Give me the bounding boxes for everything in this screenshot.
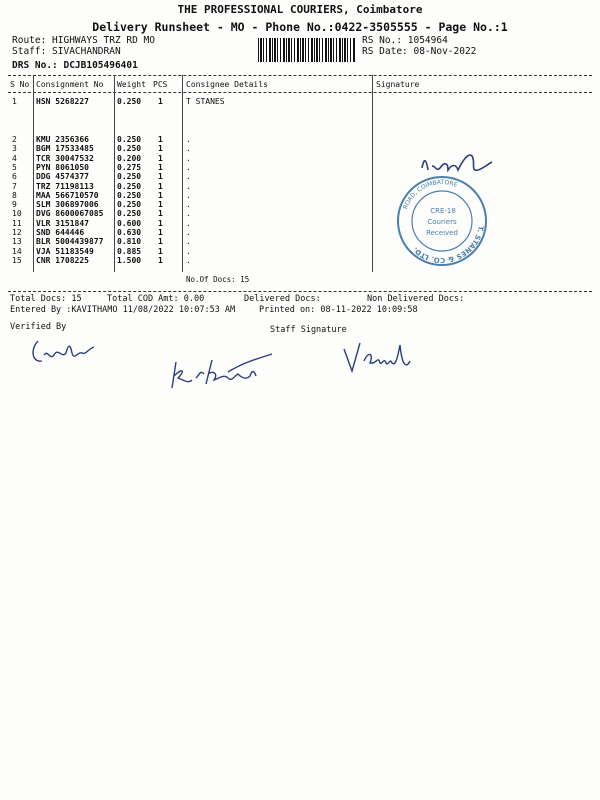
row-consignment-no: VJA 51183549 xyxy=(36,246,94,256)
table-row xyxy=(0,154,600,163)
row-consignee: . xyxy=(186,172,191,182)
table-header-border xyxy=(8,92,592,93)
printed-on: Printed on: 08-11-2022 10:09:58 xyxy=(259,305,418,315)
row-pcs: 1 xyxy=(158,162,163,172)
row-sno: 1 xyxy=(12,97,17,106)
table-row xyxy=(0,247,600,256)
table-row xyxy=(0,191,600,200)
row-sno: 12 xyxy=(12,228,22,237)
row-consignee: . xyxy=(186,162,191,172)
table-row xyxy=(0,182,600,191)
row-consignee: . xyxy=(186,153,191,163)
row-consignment-no: TCR 30047532 xyxy=(36,153,94,163)
row-pcs: 1 xyxy=(158,97,163,106)
row-pcs: 1 xyxy=(158,181,163,191)
row-pcs: 1 xyxy=(158,172,163,182)
row-consignee: . xyxy=(186,228,191,237)
runsheet-title: THE PROFESSIONAL COURIERS, Coimbatore xyxy=(177,3,423,16)
row-consignment-no: DDG 4574377 xyxy=(36,172,89,182)
row-sno: 11 xyxy=(12,218,22,228)
row-consignment-no: BGM 17533485 xyxy=(36,144,94,154)
row-sno: 9 xyxy=(12,200,17,210)
row-sno: 2 xyxy=(12,135,17,144)
row-weight: 0.275 xyxy=(117,162,142,172)
table-row xyxy=(0,200,600,209)
drs-number: DRS No.: DCJB105496401 xyxy=(12,60,138,71)
row-pcs: 1 xyxy=(158,135,163,144)
row-pcs: 1 xyxy=(158,255,163,265)
delivered-docs: Delivered Docs: xyxy=(244,294,321,304)
row-consignment-no: PYN 8061050 xyxy=(36,162,89,172)
row-weight: 0.600 xyxy=(117,218,142,228)
column-header-consignee: Consignee Details xyxy=(186,80,268,89)
row-consignee: T STANES xyxy=(186,97,225,106)
row-consignment-no: SND 644446 xyxy=(36,228,85,237)
svg-text:ROAD, COIMBATORE: ROAD, COIMBATORE xyxy=(402,178,459,211)
row-pcs: 1 xyxy=(158,144,163,154)
row-sno: 13 xyxy=(12,237,22,247)
row-consignment-no: VLR 3151847 xyxy=(36,218,89,228)
row-consignment-no: HSN 5268227 xyxy=(36,97,89,106)
row-sno: 7 xyxy=(12,181,17,191)
table-row xyxy=(0,135,600,144)
row-pcs: 1 xyxy=(158,218,163,228)
row-consignment-no: MAA 566710570 xyxy=(36,190,99,200)
row-consignee: . xyxy=(186,181,191,191)
table-row xyxy=(0,163,600,172)
row-pcs: 1 xyxy=(158,209,163,219)
row-weight: 0.250 xyxy=(117,190,142,200)
row-sno: 3 xyxy=(12,144,17,154)
table-row xyxy=(0,256,600,265)
table-row xyxy=(0,172,600,181)
table-row xyxy=(0,237,600,246)
table-row xyxy=(0,219,600,228)
row-weight: 0.200 xyxy=(117,153,142,163)
row-sno: 5 xyxy=(12,162,17,172)
runsheet-subtitle: Delivery Runsheet - MO - Phone No.:0422-3505555 - Page No.:1 xyxy=(92,20,508,34)
row-sno: 15 xyxy=(12,255,22,265)
staff-signature-label: Staff Signature xyxy=(270,325,347,335)
table-row xyxy=(0,228,600,237)
row-sno: 14 xyxy=(12,246,22,256)
column-header-signature: Signature xyxy=(376,80,420,89)
row-consignee: . xyxy=(186,135,191,144)
rs-date: RS Date: 08-Nov-2022 xyxy=(362,46,477,57)
receiver-signature xyxy=(418,148,498,180)
row-weight: 0.250 xyxy=(117,172,142,182)
row-weight: 0.250 xyxy=(117,200,142,210)
column-header-sno: S No xyxy=(10,80,30,89)
table-row xyxy=(0,144,600,153)
table-top-border xyxy=(8,75,592,76)
row-consignment-no: BLR 5004439877 xyxy=(36,237,104,247)
row-weight: 0.250 xyxy=(117,181,142,191)
row-consignee: . xyxy=(186,218,191,228)
row-pcs: 1 xyxy=(158,190,163,200)
staff-signature-2 xyxy=(340,335,412,375)
row-consignment-no: TRZ 71198113 xyxy=(36,181,94,191)
row-pcs: 1 xyxy=(158,237,163,247)
row-consignee: . xyxy=(186,255,191,265)
verified-by-label: Verified By xyxy=(10,322,67,332)
total-docs: Total Docs: 15 xyxy=(10,294,82,304)
route-label: Route: HIGHWAYS TRZ RD MO xyxy=(12,35,155,46)
row-pcs: 1 xyxy=(158,228,163,237)
row-sno: 8 xyxy=(12,190,17,200)
staff-label: Staff: SIVACHANDRAN xyxy=(12,46,121,57)
row-weight: 0.630 xyxy=(117,228,142,237)
row-pcs: 1 xyxy=(158,153,163,163)
row-weight: 0.250 xyxy=(117,135,142,144)
row-consignment-no: CNR 1708225 xyxy=(36,255,89,265)
row-pcs: 1 xyxy=(158,246,163,256)
table-row xyxy=(0,209,600,218)
column-header-consignment: Consignment No xyxy=(36,80,104,89)
table-row xyxy=(0,97,600,106)
total-cod-amount: Total COD Amt: 0.00 xyxy=(107,294,205,304)
row-consignee: . xyxy=(186,200,191,210)
rs-number: RS No.: 1054964 xyxy=(362,35,448,46)
row-consignee: . xyxy=(186,209,191,219)
svg-text:T. STANES & CO. LTD.: T. STANES & CO. LTD. xyxy=(411,225,485,265)
table-bottom-border xyxy=(8,291,592,292)
row-weight: 0.250 xyxy=(117,97,142,106)
svg-text:Couriers: Couriers xyxy=(427,218,457,226)
column-header-pcs: PCS xyxy=(153,80,168,89)
verifier-signature xyxy=(28,335,98,369)
row-consignee: . xyxy=(186,190,191,200)
non-delivered-docs: Non Delivered Docs: xyxy=(367,294,465,304)
row-weight: 0.885 xyxy=(117,246,142,256)
no-of-docs: No.Of Docs: 15 xyxy=(186,275,250,284)
svg-text:CRE-18: CRE-18 xyxy=(430,207,456,215)
row-weight: 0.250 xyxy=(117,144,142,154)
company-stamp xyxy=(396,175,488,267)
row-consignment-no: SLM 306897006 xyxy=(36,200,99,210)
row-consignee: . xyxy=(186,246,191,256)
row-consignment-no: DVG 8600067085 xyxy=(36,209,104,219)
row-sno: 10 xyxy=(12,209,22,219)
row-consignment-no: KMU 2356366 xyxy=(36,135,89,144)
barcode xyxy=(258,38,356,62)
row-consignee: . xyxy=(186,144,191,154)
entered-by: Entered By :KAVITHAMO 11/08/2022 10:07:53 AM xyxy=(10,305,236,315)
staff-signature-1 xyxy=(168,350,274,392)
row-consignee: . xyxy=(186,237,191,247)
column-header-weight: Weight xyxy=(117,80,146,89)
row-pcs: 1 xyxy=(158,200,163,210)
row-sno: 6 xyxy=(12,172,17,182)
row-sno: 4 xyxy=(12,153,17,163)
row-weight: 0.250 xyxy=(117,209,142,219)
svg-text:Received: Received xyxy=(426,229,458,237)
row-weight: 0.810 xyxy=(117,237,142,247)
row-weight: 1.500 xyxy=(117,255,142,265)
